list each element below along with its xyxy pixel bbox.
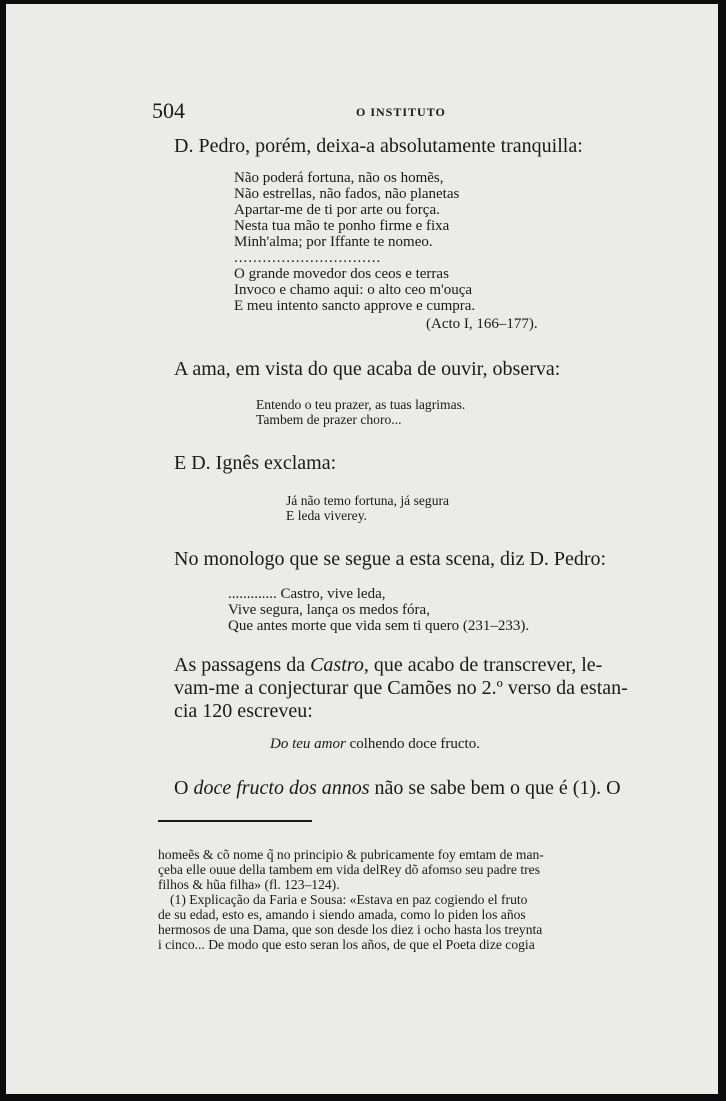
- verse-line: Invoco e chamo aqui: o alto ceo m'ouça: [234, 282, 473, 298]
- ellipsis-line: ...............................: [234, 250, 382, 266]
- page-number: 504: [152, 98, 185, 123]
- verse-line: ............. Castro, vive leda,: [228, 586, 386, 602]
- footnote-line: de su edad, esto es, amando i siendo amada, como lo piden los años: [158, 907, 526, 922]
- work-title: Castro,: [310, 654, 369, 676]
- verse-line: Que antes morte que vida sem ti quero (231–233).: [228, 618, 530, 634]
- paragraph-ama: A ama, em vista do que acaba de ouvir, observa:: [174, 358, 561, 380]
- verse-block-4: [228, 586, 529, 634]
- verse-line: Não estrellas, não fados, não planetas: [234, 186, 460, 202]
- paragraph-pedro: D. Pedro, porém, deixa-a absolutamente tranquilla:: [174, 135, 583, 157]
- footnote-line: filhos & hũa filha» (fl. 123–124).: [158, 877, 340, 892]
- running-title: O INSTITUTO: [356, 105, 446, 119]
- verse-line: O grande movedor dos ceos e terras: [234, 266, 449, 282]
- verse-line: Apartar-me de ti por arte ou força.: [234, 202, 440, 218]
- book-page: [6, 4, 718, 1094]
- paragraph-passagens: As passagens da Castro, que acabo de transcrever, le- vam-me a conjecturar que Camões no 2.º verso da estan- cia 120 escreveu:: [174, 654, 628, 722]
- verse-line: Nesta tua mão te ponho firme e fixa: [234, 218, 450, 234]
- verse-line: Vive segura, lança os medos fóra,: [228, 602, 430, 618]
- paragraph-ignes: E D. Ignês exclama:: [174, 452, 337, 474]
- paragraph-doce-fructo: O doce fructo dos annos não se sabe bem o que é (1). O: [174, 777, 621, 799]
- footnote-divider: [158, 820, 312, 822]
- verse-block-3: [286, 493, 449, 523]
- footnote-line: çeba elle ouue della tambem em vida delRey dõ afomso seu padre tres: [158, 862, 540, 877]
- verse-line: E leda viverey.: [286, 508, 368, 523]
- footnote-line: hermosos de una Dama, que son desde los diez i ocho hasta los treynta: [158, 922, 543, 937]
- verse-line: Minh'alma; por Iffante te nomeo.: [234, 234, 433, 250]
- footnote-line: i cinco... De modo que esto seran los años, de que el Poeta dize cogia: [158, 937, 535, 952]
- quoted-verse: Do teu amor colhendo doce fructo.: [270, 736, 480, 752]
- verse-line: Entendo o teu prazer, as tuas lagrimas.: [256, 397, 466, 412]
- verse-line: E meu intento sancto approve e cumpra.: [234, 298, 476, 314]
- verse-line: Não poderá fortuna, não os homẽs,: [234, 170, 444, 186]
- footnote-line: homeẽs & cõ nome q̃ no principio & pubricamente foy emtam de man-: [158, 847, 544, 862]
- act-reference: (Acto I, 166–177).: [426, 316, 538, 332]
- footnotes: [158, 847, 544, 952]
- verse-line: Já não temo fortuna, já segura: [286, 493, 450, 508]
- verse-block-1: [234, 170, 475, 314]
- verse-block-2: [256, 397, 465, 427]
- footnote-line: (1) Explicação da Faria e Sousa: «Estava en paz cogiendo el fruto: [170, 892, 528, 907]
- verse-line: Tambem de prazer choro...: [256, 412, 402, 427]
- paragraph-monologo: No monologo que se segue a esta scena, diz D. Pedro:: [174, 548, 607, 570]
